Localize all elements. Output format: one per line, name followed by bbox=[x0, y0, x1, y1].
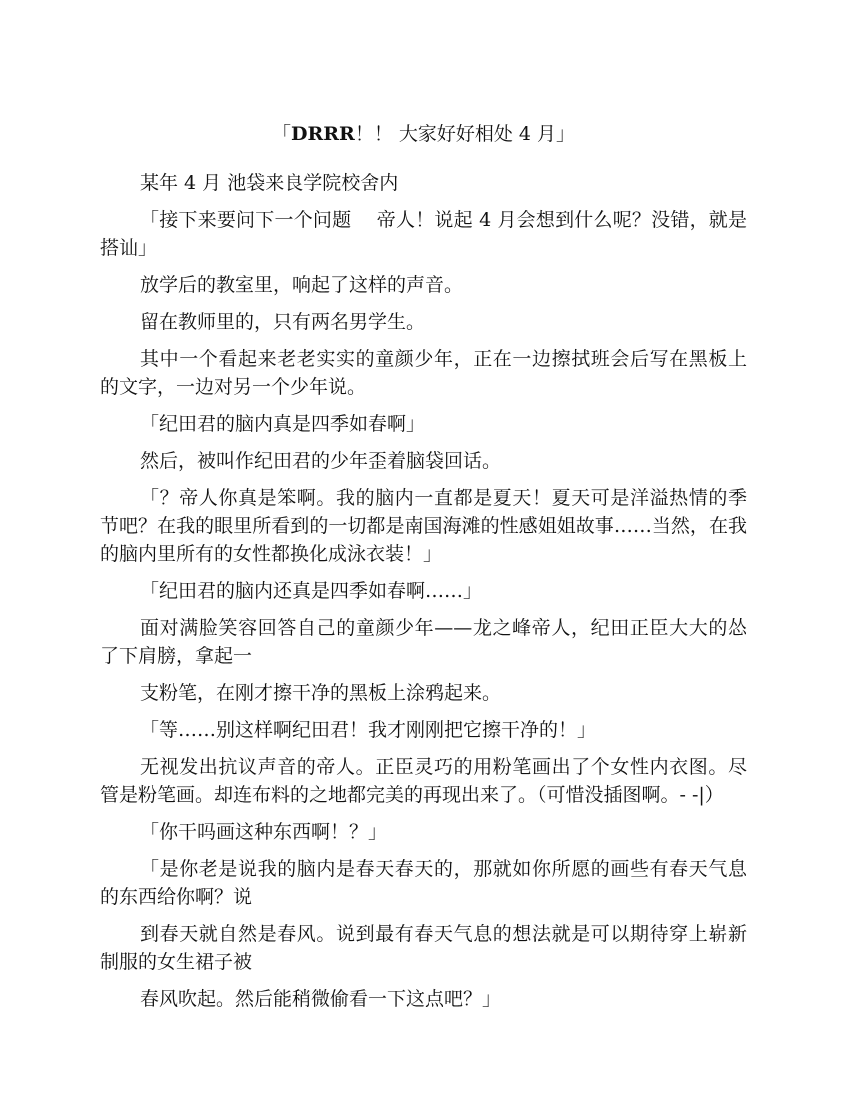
title-bold-text: DRRR bbox=[290, 123, 355, 145]
paragraph: 「接下来要问下一个问题 帝人！说起 4 月会想到什么呢？没错，就是搭讪」 bbox=[100, 209, 747, 259]
paragraph: 面对满脸笑容回答自己的童颜少年——龙之峰帝人，纪田正臣大大的怂了下肩膀，拿起一 bbox=[100, 617, 747, 667]
paragraph: 「？帝人你真是笨啊。我的脑内一直都是夏天！夏天可是洋溢热情的季节吧？在我的眼里所看到的一切都是南国海滩的性感姐姐故事……当然，在我的脑内里所有的女性都换化成泳衣装！」 bbox=[100, 487, 747, 565]
title-open-bracket: 「 bbox=[271, 123, 291, 145]
paragraph: 其中一个看起来老老实实的童颜少年，正在一边擦拭班会后写在黑板上的文字，一边对另一个少年说。 bbox=[100, 348, 747, 398]
paragraph: 「是你老是说我的脑内是春天春天的，那就如你所愿的画些有春天气息的东西给你啊？说 bbox=[100, 858, 747, 908]
paragraph: 「纪田君的脑内还真是四季如春啊……」 bbox=[140, 580, 483, 602]
document-page bbox=[100, 120, 747, 1022]
paragraph: 「你干吗画这种东西啊！？」 bbox=[140, 821, 388, 843]
paragraph: 然后，被叫作纪田君的少年歪着脑袋回话。 bbox=[140, 450, 502, 472]
paragraph: 某年 4 月 池袋来良学院校舍内 bbox=[140, 172, 399, 194]
document-title bbox=[100, 120, 747, 148]
paragraph: 春风吹起。然后能稍微偷看一下这点吧？」 bbox=[140, 988, 502, 1010]
paragraph: 「纪田君的脑内真是四季如春啊」 bbox=[140, 413, 426, 435]
title-rest-text: ！！ 大家好好相处 4 月」 bbox=[354, 123, 576, 145]
paragraph: 到春天就自然是春风。说到最有春天气息的想法就是可以期待穿上崭新制服的女生裙子被 bbox=[100, 923, 747, 973]
paragraph: 无视发出抗议声音的帝人。正臣灵巧的用粉笔画出了个女性内衣图。尽管是粉笔画。却连布料的之地都完美的再现出来了。（可惜没插图啊。- -|） bbox=[100, 756, 747, 806]
paragraph: 「等……别这样啊纪田君！我才刚刚把它擦干净的！」 bbox=[140, 719, 597, 741]
paragraph: 支粉笔，在刚才擦干净的黑板上涂鸦起来。 bbox=[140, 682, 502, 704]
paragraph: 放学后的教室里，响起了这样的声音。 bbox=[140, 274, 464, 296]
paragraph: 留在教师里的，只有两名男学生。 bbox=[140, 311, 426, 333]
